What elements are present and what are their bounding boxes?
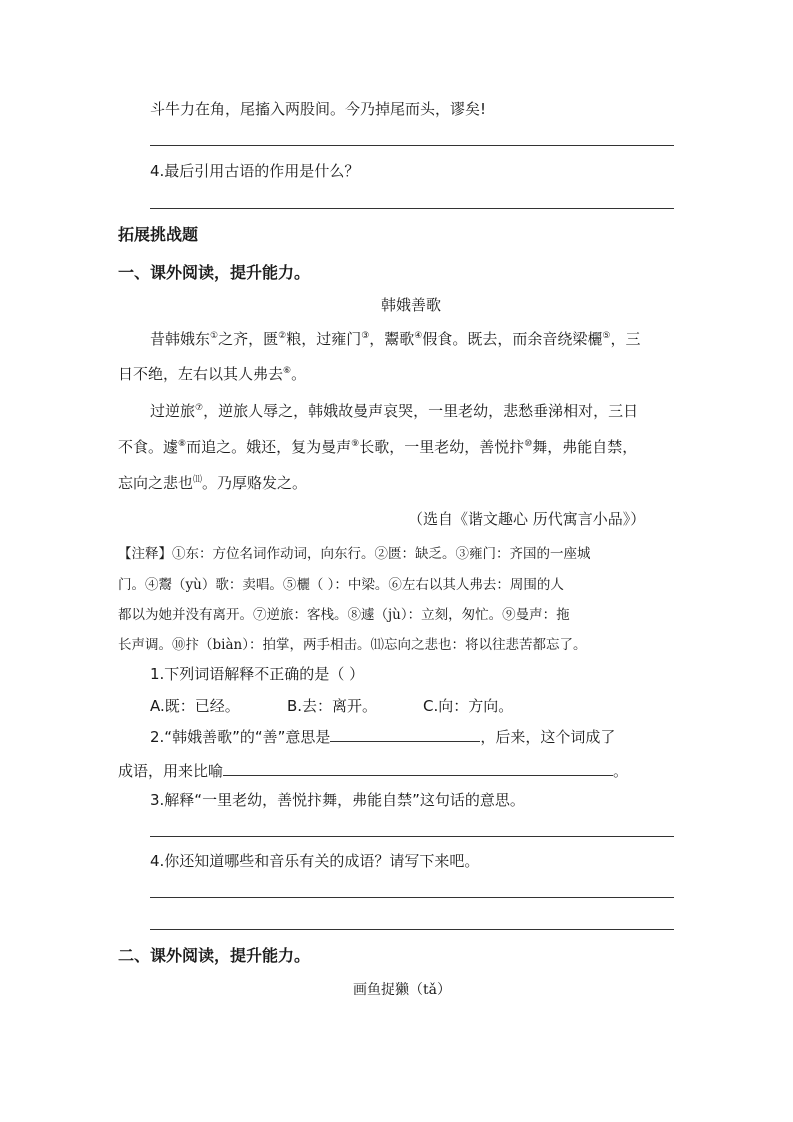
source-citation: （选自《谐文趣心 历代寓言小品》）: [408, 510, 646, 528]
question-2-cont: 成语，用来比喻 。: [118, 762, 629, 780]
passage-line: 不食。遽⑧而追之。娥还，复为曼声⑨长歌，一里老幼，善悦抃⑩舞，弗能自禁，: [118, 438, 638, 456]
part2-heading: 二、课外阅读，提升能力。: [118, 946, 311, 965]
question-1-option: C.向：方向。: [423, 697, 514, 715]
passage-line: 昔韩娥东①之齐，匮②粮，过雍门③，鬻歌④假食。既去，而余音绕梁欐⑤，三: [150, 330, 641, 348]
fill-blank[interactable]: [223, 761, 613, 776]
answer-line: [150, 145, 674, 146]
annotation-line: 门。④鬻（yù）歌：卖唱。⑤欐（ ）：中梁。⑥左右以其人弗去：周围的人: [118, 577, 564, 593]
question-1: 1.下列词语解释不正确的是（ ）: [150, 665, 365, 683]
question-1-option: B.去：离开。: [287, 697, 378, 715]
question-3: 3.解释“一里老幼，善悦抃舞，弗能自禁”这句话的意思。: [150, 791, 525, 809]
passage-line: 日不绝，左右以其人弗去⑥。: [118, 365, 307, 383]
annotation-line: 都以为她并没有离开。⑦逆旅：客栈。⑧遽（jù）：立刻，匆忙。⑨曼声：拖: [118, 607, 570, 623]
question-4-top: 4.最后引用古语的作用是什么？: [150, 162, 360, 180]
annotation-line: 【注释】①东：方位名词作动词，向东行。②匮：缺乏。③雍门：齐国的一座城: [118, 546, 591, 562]
passage-line: 过逆旅⑦，逆旅人辱之，韩娥故曼声哀哭，一里老幼，悲愁垂涕相对，三日: [150, 402, 639, 420]
answer-line[interactable]: [150, 836, 674, 837]
story1-title: 韩娥善歌: [381, 296, 442, 314]
section-title: 拓展挑战题: [118, 225, 199, 244]
annotation-line: 长声调。⑩抃（biàn）：拍掌，两手相击。⑾忘向之悲也：将以往悲苦都忘了。: [118, 637, 587, 653]
question-4: 4.你还知道哪些和音乐有关的成语？请写下来吧。: [150, 852, 480, 870]
answer-line[interactable]: [150, 929, 674, 930]
fill-blank[interactable]: [330, 727, 480, 742]
part1-heading: 一、课外阅读，提升能力。: [118, 263, 311, 282]
question-1-option: A.既：已经。: [150, 697, 240, 715]
answer-line[interactable]: [150, 897, 674, 898]
passage-line: 忘向之悲也⑾。乃厚赂发之。: [118, 474, 308, 492]
answer-line: [150, 208, 674, 209]
story2-title: 画鱼捉獭（tǎ）: [353, 982, 451, 998]
question-2: 2.“韩娥善歌”的“善”意思是 ，后来，这个词成了: [150, 728, 616, 746]
passage-line: 斗牛力在角，尾搐入两股间。今乃掉尾而头，谬矣!: [150, 100, 487, 118]
